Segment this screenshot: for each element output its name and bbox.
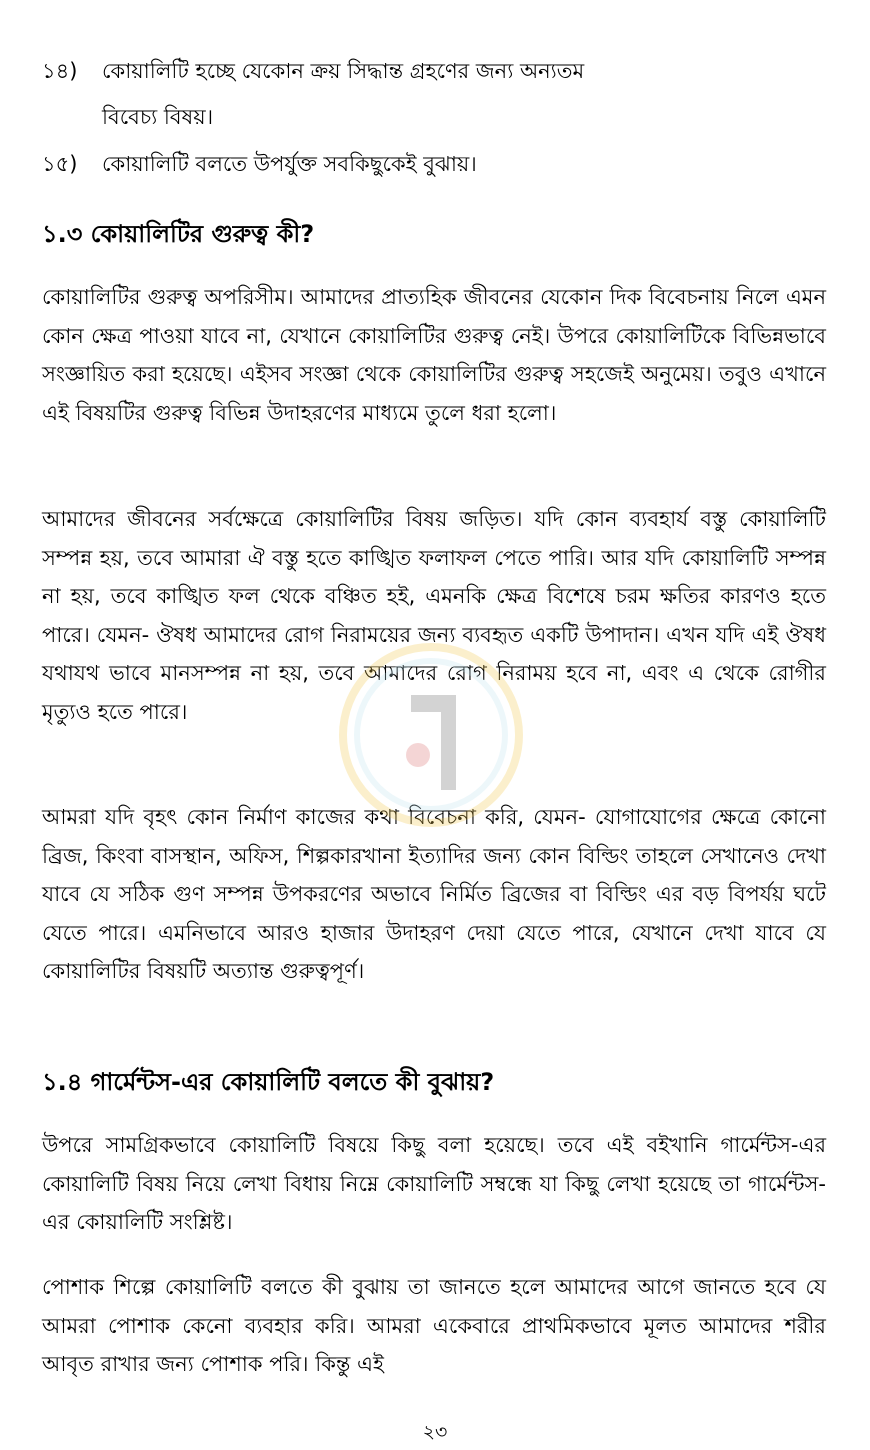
page-number: ২৩	[422, 1421, 448, 1443]
section-heading-1-3: ১.৩ কোয়ালিটির গুরুত্ব কী?	[42, 220, 315, 248]
paragraph: আমাদের জীবনের সর্বক্ষেত্রে কোয়ালিটির বিষয় জড়িত। যদি কোন ব্যবহার্য বস্তু কোয়ালিটি সম্পন্ন হয়, তবে আমারা ঐ বস্তু হতে কাঙ্খিত ফলাফল পেতে পারি। আর যদি কোয়ালিটি সম্পন্ন না হয়, তবে কাঙ্খিত ফল থেকে বঞ্চিত হই, এমনকি ক্ষেত্র বিশেষে চরম ক্ষতির কারণও হতে পারে। যেমন- ঔষধ আমাদের রোগ নিরাময়ের জন্য ব্যবহৃত একটি উপাদান। এখন যদি এই ঔষধ যথাযথ ভাবে মানসম্পন্ন না হয়, তবে আমাদের রোগ নিরাময় হবে না, এবং এ থেকে রোগীর মৃত্যুও হতে পারে।	[42, 507, 826, 724]
paragraph: আমরা যদি বৃহৎ কোন নির্মাণ কাজের কথা বিবেচনা করি, যেমন- যোগাযোগের ক্ষেত্রে কোনো ব্রিজ, কিংবা বাসস্থান, অফিস, শিল্পকারখানা ইত্যাদির জন্য কোন বিল্ডিং তাহলে সেখানেও দেখা যাবে যে সঠিক গুণ সম্পন্ন উপকরণের অভাবে নির্মিত ব্রিজের বা বিল্ডিং এর বড় বিপর্যয় ঘটে যেতে পারে। এমনিভাবে আরও হাজার উদাহরণ দেয়া যেতে পারে, যেখানে দেখা যাবে যে কোয়ালিটির বিষয়টি অত্যান্ত গুরুত্বপূর্ণ।	[42, 805, 826, 983]
list-item-number: ১৪)	[42, 59, 78, 83]
paragraph: কোয়ালিটির গুরুত্ব অপরিসীম। আমাদের প্রাত্যহিক জীবনের যেকোন দিক বিবেচনায় নিলে এমন কোন ক্ষেত্র পাওয়া যাবে না, যেখানে কোয়ালিটির গুরুত্ব নেই। উপরে কোয়ালিটিকে বিভিন্নভাবে সংজ্ঞায়িত করা হয়েছে। এইসব সংজ্ঞা থেকে কোয়ালিটির গুরুত্ব সহজেই অনুমেয়। তবুও এখানে এই বিষয়টির গুরুত্ব বিভিন্ন উদাহরণের মাধ্যমে তুলে ধরা হলো।	[42, 285, 826, 425]
list-item-15	[42, 141, 842, 187]
list-item-14	[42, 48, 842, 140]
list-item-text: কোয়ালিটি বলতে উপর্যুক্ত সবকিছুকেই বুঝায়।	[102, 152, 477, 176]
paragraph: উপরে সামগ্রিকভাবে কোয়ালিটি বিষয়ে কিছু বলা হয়েছে। তবে এই বইখানি গার্মেন্টস-এর কোয়ালিটি বিষয় নিয়ে লেখা বিধায় নিম্নে কোয়ালিটি সম্বন্ধে যা কিছু লেখা হয়েছে তা গার্মেন্টস-এর কোয়ালিটি সংশ্লিষ্ট।	[42, 1133, 826, 1234]
paragraph: পোশাক শিল্পে কোয়ালিটি বলতে কী বুঝায় তা জানতে হলে আমাদের আগে জানতে হবে যে আমরা পোশাক কেনো ব্যবহার করি। আমরা একেবারে প্রাথমিকভাবে মূলত আমাদের শরীর আবৃত রাখার জন্য পোশাক পরি। কিন্তু এই	[42, 1275, 826, 1376]
section-heading-1-4: ১.৪ গার্মেন্টস-এর কোয়ালিটি বলতে কী বুঝায়?	[42, 1068, 495, 1096]
list-item-text: কোয়ালিটি হচ্ছে যেকোন ক্রয় সিদ্ধান্ত গ্রহণের জন্য অন্যতম	[102, 59, 585, 83]
list-item-number: ১৫)	[42, 152, 78, 176]
list-item-text-continued: বিবেচ্য বিষয়।	[102, 105, 214, 129]
